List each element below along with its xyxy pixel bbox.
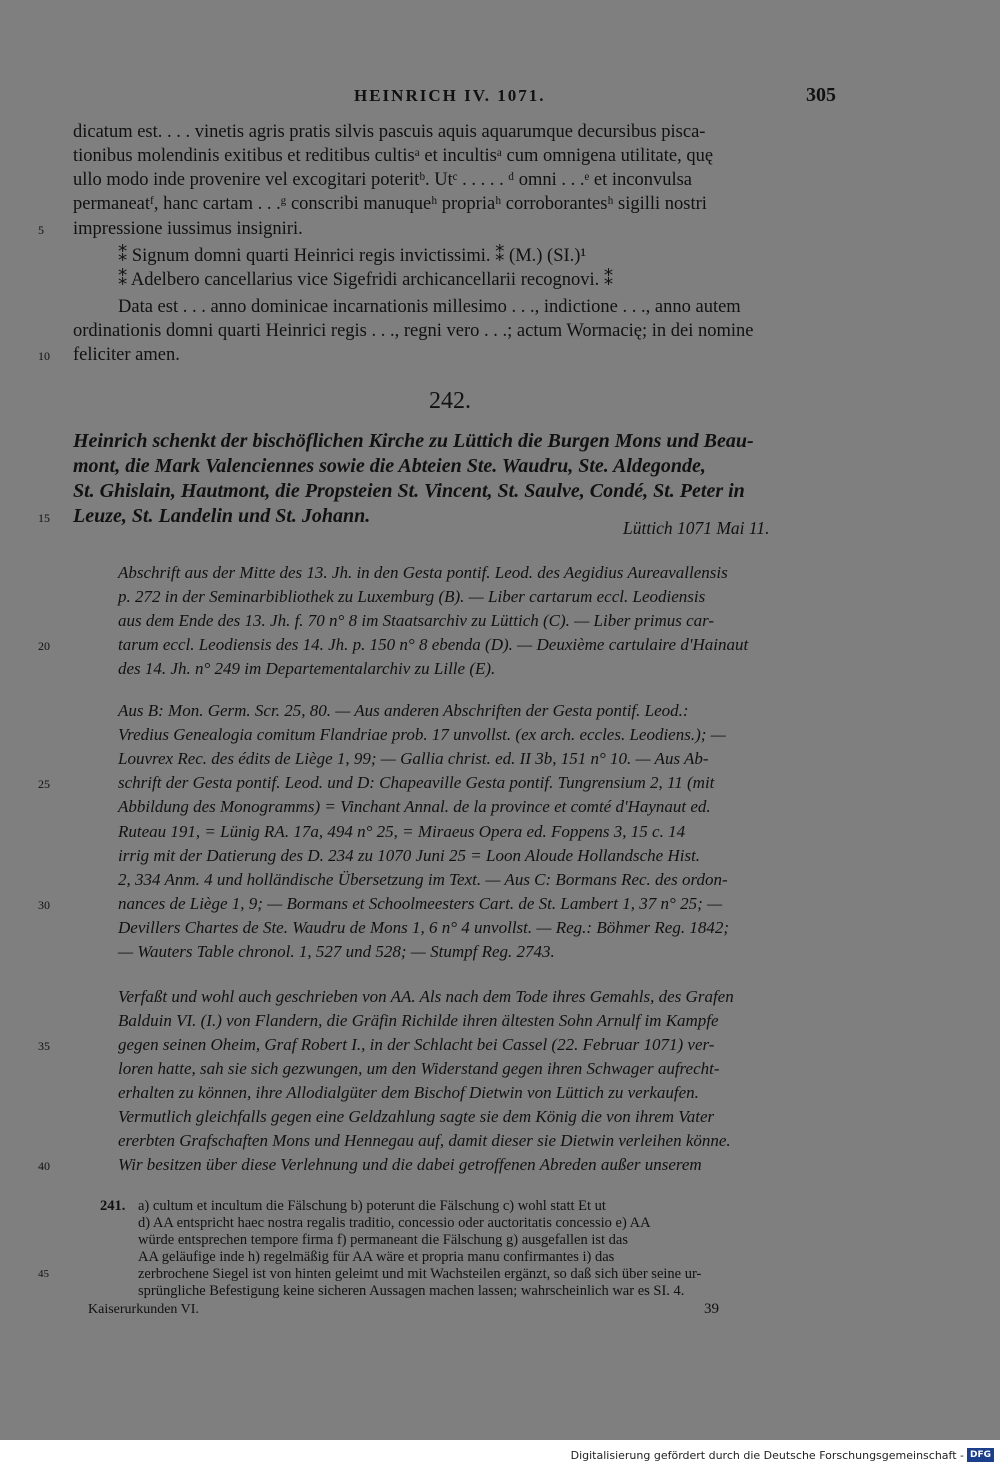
text-line — [0, 771, 1000, 795]
text-line — [0, 795, 1000, 819]
dateline: Lüttich 1071 Mai 11. — [623, 518, 770, 538]
text-line — [0, 295, 1000, 319]
text-line — [0, 428, 1000, 454]
line-text: Louvrex Rec. des édits de Liège 1, 99; — Gallia christ. ed. II 3b, 151 n° 10. — Aus Ab- — [118, 749, 709, 768]
text-line — [0, 503, 1000, 529]
text-line — [0, 1129, 1000, 1153]
text-line — [0, 192, 1000, 216]
line-text: würde entsprechen tempore firma f) permaneant die Fälschung g) ausgefallen ist das — [138, 1232, 628, 1248]
page-number: 305 — [806, 84, 836, 106]
text-line — [0, 820, 1000, 844]
line-number: 10 — [38, 349, 50, 363]
line-text: ullo modo inde provenire vel excogitari poteritᵇ. Utᶜ . . . . . ᵈ omni . . .ᵉ et inconvulsa — [73, 170, 693, 190]
line-text: aus dem Ende des 13. Jh. f. 70 n° 8 im Staatsarchiv zu Lüttich (C). — Liber primus car- — [118, 611, 715, 630]
text-line — [0, 1057, 1000, 1081]
line-text: Leuze, St. Landelin und St. Johann. — [73, 505, 371, 527]
text-line — [0, 120, 1000, 144]
text-line — [0, 844, 1000, 868]
text-line — [0, 1033, 1000, 1057]
line-number: 30 — [38, 898, 50, 912]
line-text: ordinationis domni quarti Heinrici regis . . ., regni vero . . .; actum Wormacię; in dei nomine — [73, 321, 754, 341]
line-text: permaneatᶠ, hanc cartam . . .ᵍ conscribi manuqueʰ propriaʰ corroborantesʰ sigilli nostri — [73, 194, 707, 214]
line-text: p. 272 in der Seminarbibliothek zu Luxemburg (B). — Liber cartarum eccl. Leodiensis — [118, 587, 706, 606]
text-line — [0, 940, 1000, 964]
line-number: 15 — [38, 511, 50, 525]
line-text: impressione iussimus insigniri. — [73, 219, 303, 239]
text-line — [0, 1009, 1000, 1033]
text-line — [0, 633, 1000, 657]
line-text: Data est . . . anno dominicae incarnationis millesimo . . ., indictione . . ., anno autem — [118, 297, 741, 317]
line-text: 2, 334 Anm. 4 und holländische Übersetzung im Text. — Aus C: Bormans Rec. des ordon- — [118, 870, 728, 889]
line-text: gegen seinen Oheim, Graf Robert I., in der Schlacht bei Cassel (22. Februar 1071) ver- — [118, 1035, 715, 1054]
line-text: d) AA entspricht haec nostra regalis traditio, concessio oder auctoritatis concessio e) AA — [138, 1215, 651, 1231]
text-line — [0, 868, 1000, 892]
footer-credit: Digitalisierung gefördert durch die Deutsche Forschungsgemeinschaft - — [570, 1449, 964, 1462]
line-text: ⁑ Adelbero cancellarius vice Sigefridi archicancellarii recognovi. ⁑ — [118, 270, 614, 290]
text-line — [0, 343, 1000, 367]
text-line — [0, 168, 1000, 192]
running-head-title: HEINRICH IV. 1071. — [354, 86, 546, 105]
line-text: Wir besitzen über diese Verlehnung und die dabei getroffenen Abreden außer unserem — [118, 1155, 702, 1174]
line-text: Abschrift aus der Mitte des 13. Jh. in den Gesta pontif. Leod. des Aegidius Aureavallensis — [118, 563, 728, 582]
text-line — [0, 892, 1000, 916]
line-text: erhalten zu können, ihre Allodialgüter dem Bischof Dietwin von Lüttich zu verkaufen. — [118, 1083, 699, 1102]
line-number: 35 — [38, 1039, 50, 1053]
text-line — [0, 319, 1000, 343]
line-text: dicatum est. . . . vinetis agris pratis silvis pascuis aquis aquarumque decursibus pisca- — [73, 122, 706, 142]
line-text: Verfaßt und wohl auch geschrieben von AA. Als nach dem Tode ihres Gemahls, des Grafen — [118, 987, 734, 1006]
text-line — [0, 985, 1000, 1009]
text-line — [0, 453, 1000, 479]
text-line — [0, 1215, 1000, 1232]
document-number: 242. — [429, 388, 471, 414]
footer-bar — [0, 1440, 1000, 1471]
text-line — [0, 1153, 1000, 1177]
text-line — [0, 1081, 1000, 1105]
text-line — [0, 747, 1000, 771]
text-line — [0, 217, 1000, 241]
text-line — [0, 244, 1000, 268]
line-text: St. Ghislain, Hautmont, die Propsteien St. Vincent, St. Saulve, Condé, St. Peter in — [73, 480, 745, 502]
line-text: Heinrich schenkt der bischöflichen Kirche zu Lüttich die Burgen Mons und Beau- — [73, 430, 754, 452]
text-line — [0, 609, 1000, 633]
line-text: Balduin VI. (I.) von Flandern, die Gräfin Richilde ihren ältesten Sohn Arnulf im Kampfe — [118, 1011, 719, 1030]
text-line — [0, 1249, 1000, 1266]
line-text: sprüngliche Befestigung keine sicheren Aussagen machen lassen; wahrscheinlich war es SI. 4. — [138, 1283, 685, 1299]
text-line — [0, 916, 1000, 940]
line-text: feliciter amen. — [73, 345, 180, 365]
line-text: loren hatte, sah sie sich gezwungen, um den Widerstand gegen ihren Schwager aufrecht- — [118, 1059, 720, 1078]
text-line — [0, 478, 1000, 504]
line-text: Vredius Genealogia comitum Flandriae prob. 17 unvollst. (ex arch. eccles. Leodiens.); — — [118, 725, 726, 744]
line-text: Vermutlich gleichfalls gegen eine Geldzahlung sagte sie dem König die von ihrem Vater — [118, 1107, 715, 1126]
text-line — [0, 268, 1000, 292]
footnote-label: 241. — [100, 1198, 126, 1214]
text-line — [0, 723, 1000, 747]
text-line — [0, 1266, 1000, 1283]
line-text: Aus B: Mon. Germ. Scr. 25, 80. — Aus anderen Abschriften der Gesta pontif. Leod.: — [118, 701, 689, 720]
signature-mark: 39 — [704, 1301, 719, 1317]
line-text: Abbildung des Monogramms) = Vinchant Annal. de la province et comté d'Haynaut ed. — [118, 797, 711, 816]
text-line — [0, 144, 1000, 168]
line-text: Ruteau 191, = Lünig RA. 17a, 494 n° 25, = Miraeus Opera ed. Foppens 3, 15 c. 14 — [118, 822, 686, 841]
text-line — [0, 1232, 1000, 1249]
dfg-logo: DFG — [967, 1448, 994, 1462]
text-line — [0, 1105, 1000, 1129]
line-text: irrig mit der Datierung des D. 234 zu 1070 Juni 25 = Loon Aloude Hollandsche Hist. — [118, 846, 701, 865]
line-text: Devillers Chartes de Ste. Waudru de Mons 1, 6 n° 4 unvollst. — Reg.: Böhmer Reg. 1842; — [118, 918, 730, 937]
line-text: schrift der Gesta pontif. Leod. und D: Chapeaville Gesta pontif. Tungrensium 2, 11 (mit — [118, 773, 715, 792]
line-text: ererbten Grafschaften Mons und Hennegau auf, damit dieser sie Dietwin verleihen könne. — [118, 1131, 731, 1150]
line-number: 5 — [38, 223, 44, 237]
text-line — [0, 561, 1000, 585]
line-text: a) cultum et incultum die Fälschung b) poterunt die Fälschung c) wohl statt Et ut — [138, 1198, 606, 1214]
volume-label: Kaiserurkunden VI. — [88, 1302, 199, 1317]
text-line — [0, 1198, 1000, 1215]
text-line — [0, 585, 1000, 609]
text-line — [0, 699, 1000, 723]
line-text: mont, die Mark Valenciennes sowie die Abteien Ste. Waudru, Ste. Aldegonde, — [73, 455, 706, 477]
line-text: ⁑ Signum domni quarti Heinrici regis invictissimi. ⁑ (M.) (SI.)¹ — [118, 246, 587, 266]
line-number: 45 — [38, 1268, 49, 1280]
line-text: tionibus molendinis exitibus et reditibus cultisᵃ et incultisᵃ cum omnigena utilitate, quę — [73, 146, 714, 166]
line-number: 20 — [38, 639, 50, 653]
line-text: AA geläufige inde h) regelmäßig für AA wäre et propria manu confirmantes i) das — [138, 1249, 615, 1265]
text-line — [0, 657, 1000, 681]
line-text: — Wauters Table chronol. 1, 527 und 528; — Stumpf Reg. 2743. — [118, 942, 555, 961]
running-head — [0, 86, 1000, 110]
line-text: tarum eccl. Leodiensis des 14. Jh. p. 150 n° 8 ebenda (D). — Deuxième cartulaire d'Hainaut — [118, 635, 749, 654]
text-line — [0, 1283, 1000, 1300]
line-number: 40 — [38, 1159, 50, 1173]
line-number: 25 — [38, 777, 50, 791]
line-text: nances de Liège 1, 9; — Bormans et Schoolmeesters Cart. de St. Lambert 1, 37 n° 25; — — [118, 894, 723, 913]
line-text: zerbrochene Siegel ist von hinten geleimt und mit Wachsteilen ergänzt, so daß sich über seine ur- — [138, 1266, 702, 1282]
line-text: des 14. Jh. n° 249 im Departementalarchiv zu Lille (E). — [118, 659, 496, 678]
